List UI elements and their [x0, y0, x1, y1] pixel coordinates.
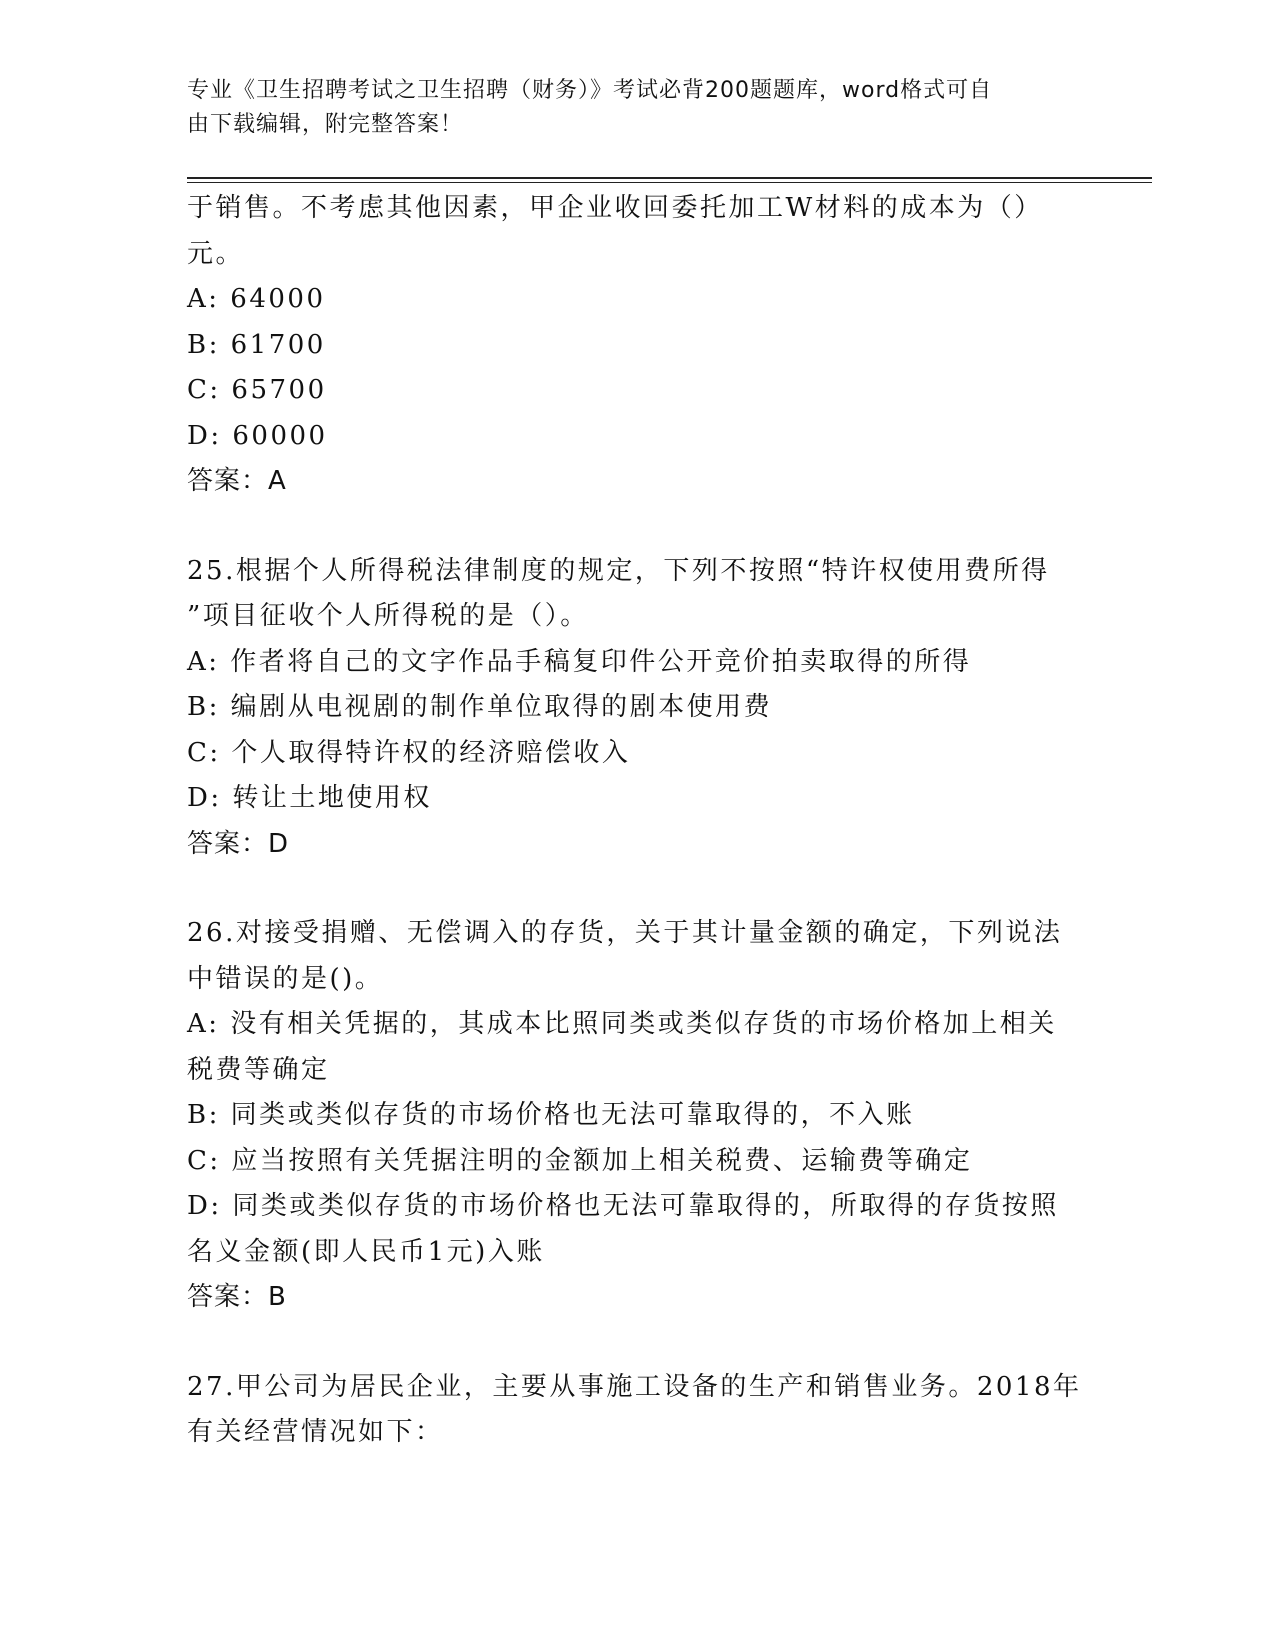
header-line-1: 专业《卫生招聘考试之卫生招聘（财务）》考试必背200题题库，word格式可自 [187, 78, 993, 103]
option-b: B: 同类或类似存货的市场价格也无法可靠取得的，不入账 [187, 1100, 915, 1130]
option-c: C: 应当按照有关凭据注明的金额加上相关税费、运输费等确定 [187, 1145, 973, 1176]
option-c: C: 65700 [187, 375, 327, 405]
option-d: D: 60000 [187, 420, 328, 451]
question-body [187, 186, 1087, 1456]
option-a: A: 64000 [187, 284, 326, 314]
question-stem: 有关经营情况如下： [187, 1417, 444, 1447]
option-d: D: 转让土地使用权 [187, 783, 432, 813]
answer: 答案：A [187, 466, 287, 496]
question-stem: 25.根据个人所得税法律制度的规定，下列不按照“特许权使用费所得 [187, 555, 1050, 586]
header-rule-thick [187, 177, 1152, 179]
question-stem: 26.对接受捐赠、无偿调入的存货，关于其计量金额的确定，下列说法 [187, 918, 1063, 948]
question-27 [187, 1365, 1087, 1456]
option-b: B: 编剧从电视剧的制作单位取得的剧本使用费 [187, 692, 773, 722]
question-stem: 元。 [187, 238, 245, 269]
option-a-continued: 税费等确定 [187, 1054, 330, 1085]
header-line-2: 由下载编辑，附完整答案！ [187, 112, 464, 137]
option-a: A: 作者将自己的文字作品手稿复印件公开竞价拍卖取得的所得 [187, 646, 972, 677]
header-rule-thin [187, 182, 1152, 183]
answer: 答案：B [187, 1282, 287, 1312]
option-c: C: 个人取得特许权的经济赔偿收入 [187, 737, 631, 768]
question-26 [187, 911, 1087, 1321]
answer: 答案：D [187, 828, 290, 859]
option-d: D: 同类或类似存货的市场价格也无法可靠取得的，所取得的存货按照 [187, 1191, 1059, 1221]
question-stem: 中错误的是()。 [187, 963, 384, 994]
question-stem: 27.甲公司为居民企业，主要从事施工设备的生产和销售业务。2018年 [187, 1371, 1082, 1402]
question-stem: 于销售。不考虑其他因素，甲企业收回委托加工W材料的成本为（） [187, 193, 1043, 223]
question-stem: ”项目征收个人所得税的是（）。 [187, 601, 589, 631]
option-d-continued: 名义金额(即人民币1元)入账 [187, 1236, 545, 1267]
document-header [187, 74, 1087, 142]
option-b: B: 61700 [187, 329, 326, 360]
question-25 [187, 549, 1087, 868]
question-24 [187, 186, 1087, 505]
option-a: A: 没有相关凭据的，其成本比照同类或类似存货的市场价格加上相关 [187, 1009, 1057, 1039]
